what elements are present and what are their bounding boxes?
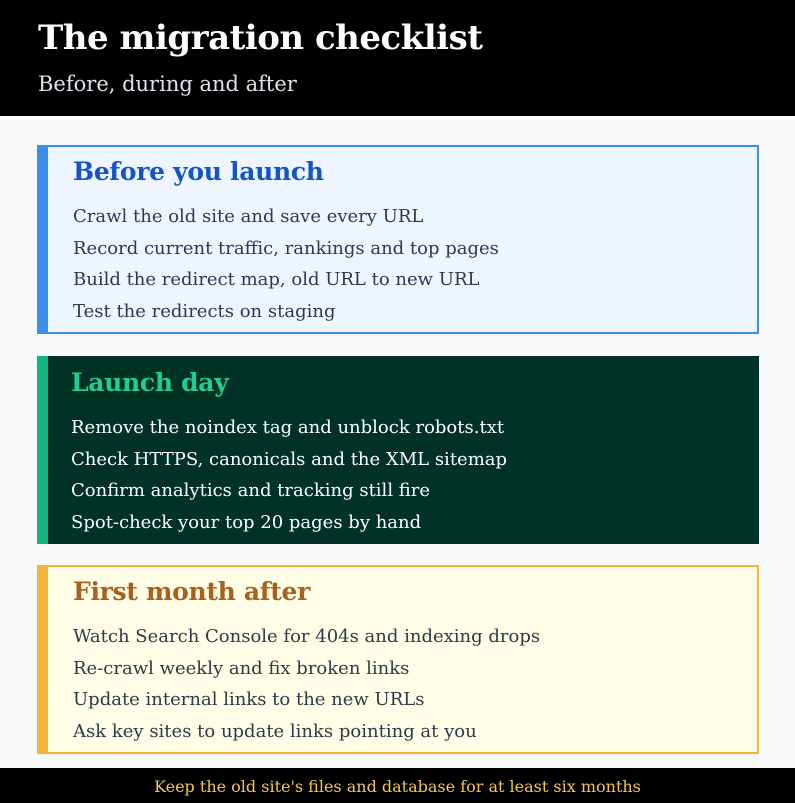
section-heading: Before you launch <box>73 157 324 186</box>
section-heading: Launch day <box>71 368 229 397</box>
list-item: Watch Search Console for 404s and indexing drops <box>73 626 541 647</box>
checklist <box>73 621 540 747</box>
list-item: Confirm analytics and tracking still fire <box>71 480 431 501</box>
list-item: Check HTTPS, canonicals and the XML sitemap <box>71 448 508 470</box>
page-header <box>0 0 795 116</box>
section-accent-bar <box>37 356 48 544</box>
list-item: Test the redirects on staging <box>73 300 336 322</box>
section-accent-bar <box>37 145 48 334</box>
list-item: Update internal links to the new URLs <box>73 689 425 710</box>
page-subtitle: Before, during and after <box>38 72 297 96</box>
page-footer <box>0 768 795 803</box>
section-accent-bar <box>37 565 48 754</box>
list-item: Spot-check your top 20 pages by hand <box>71 511 422 533</box>
checklist <box>73 201 499 327</box>
footer-note: Keep the old site's files and database for at least six months <box>154 777 641 796</box>
section-heading: First month after <box>73 577 310 606</box>
list-item: Record current traffic, rankings and top pages <box>73 237 499 259</box>
section-first-month-after <box>37 565 759 754</box>
list-item: Build the redirect map, old URL to new URL <box>73 269 480 290</box>
page-title: The migration checklist <box>38 18 483 58</box>
list-item: Crawl the old site and save every URL <box>73 206 424 227</box>
section-before-launch <box>37 145 759 334</box>
list-item: Re-crawl weekly and fix broken links <box>73 657 410 679</box>
checklist <box>71 412 507 538</box>
list-item: Remove the noindex tag and unblock robots.txt <box>71 417 505 438</box>
section-launch-day <box>37 356 759 544</box>
list-item: Ask key sites to update links pointing at you <box>73 720 477 742</box>
